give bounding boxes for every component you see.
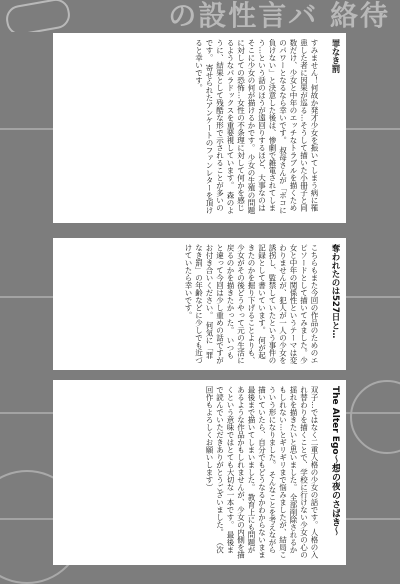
panel-1-text [59,39,340,217]
panel-3-title: The Alter Ego～想の夜のさばき～ [330,386,340,536]
header-title: の設性言バ 絡待 [168,0,390,32]
panel-1-title: 罪なき罰 [330,39,340,73]
afterword-panel-2 [53,238,346,370]
panel-1-body: すみません！何故か発才少女を振いてしまう病に罹患した者に因果が巡る…そうして描いた小冊子と同数だけ、少女と中年のエッチなトラブルを描くためのパワーとなるなら幸いです。 叔母さんが「ボコに負けない」と決意した後は、惨劇で雑電されてしまう…という話のほうが遠回りするほど、大事なのはそこに少女の何が描けるかです。 少女の生殖の問題に対しての恐怖…女性の不条理に対して何かを感じるようなパラドックスを重要視しています。 森のように、結果として残酷な形で示されることが多いのです。 寄せられたアンケートのファンレターを頂けると幸いです。 [194,39,319,214]
panel-2-body: こちらもまた今回の作品のためのエピソードとして描いてみました。少女と中年の関係性というテーマは変わりませんが、犯人が一人の少女を誘拐し、監禁していたという事件の記録として書いています。 何が起きたのかを掘り下げることよりも、少女がその後どうやって元の生活に戻るのかを描きたかった。 いつもと違って今回は少し重めの話ですがお付き合いください。 何気に「罪なき罰」の年齢などに少しでも近づけていたら幸いです。 [184,244,319,364]
panel-3-body: 双子…ではなく二重人格の少女の話です。人格の入れ替わりを描くことで、学校に行けない少女の心の揺れを描きたいと思いました。 全部削除されるかもしれない…とギリギリまで悩みましたが、結局こういう形になりました。 そんなことを考えながら描いていたら、自分でもどうなるかわからないまま最後まで描いてしまいました。 教育上にも問題があるような作品かもしれませんが、少女の内側を描くという意味ではとても大切な一本です。 最後まで読んでいただきありがとうございました。 （次回作もよろしくお願いします） [205,386,319,559]
afterword-panel-3 [53,380,346,565]
page-header [0,0,400,32]
header-decoration [4,0,72,32]
afterword-panel-1 [53,33,346,223]
background-doodle [350,380,400,454]
panel-2-title: 奪われたのは527日と… [330,244,340,339]
panel-2-text [59,244,340,364]
panel-3-text [59,386,340,559]
